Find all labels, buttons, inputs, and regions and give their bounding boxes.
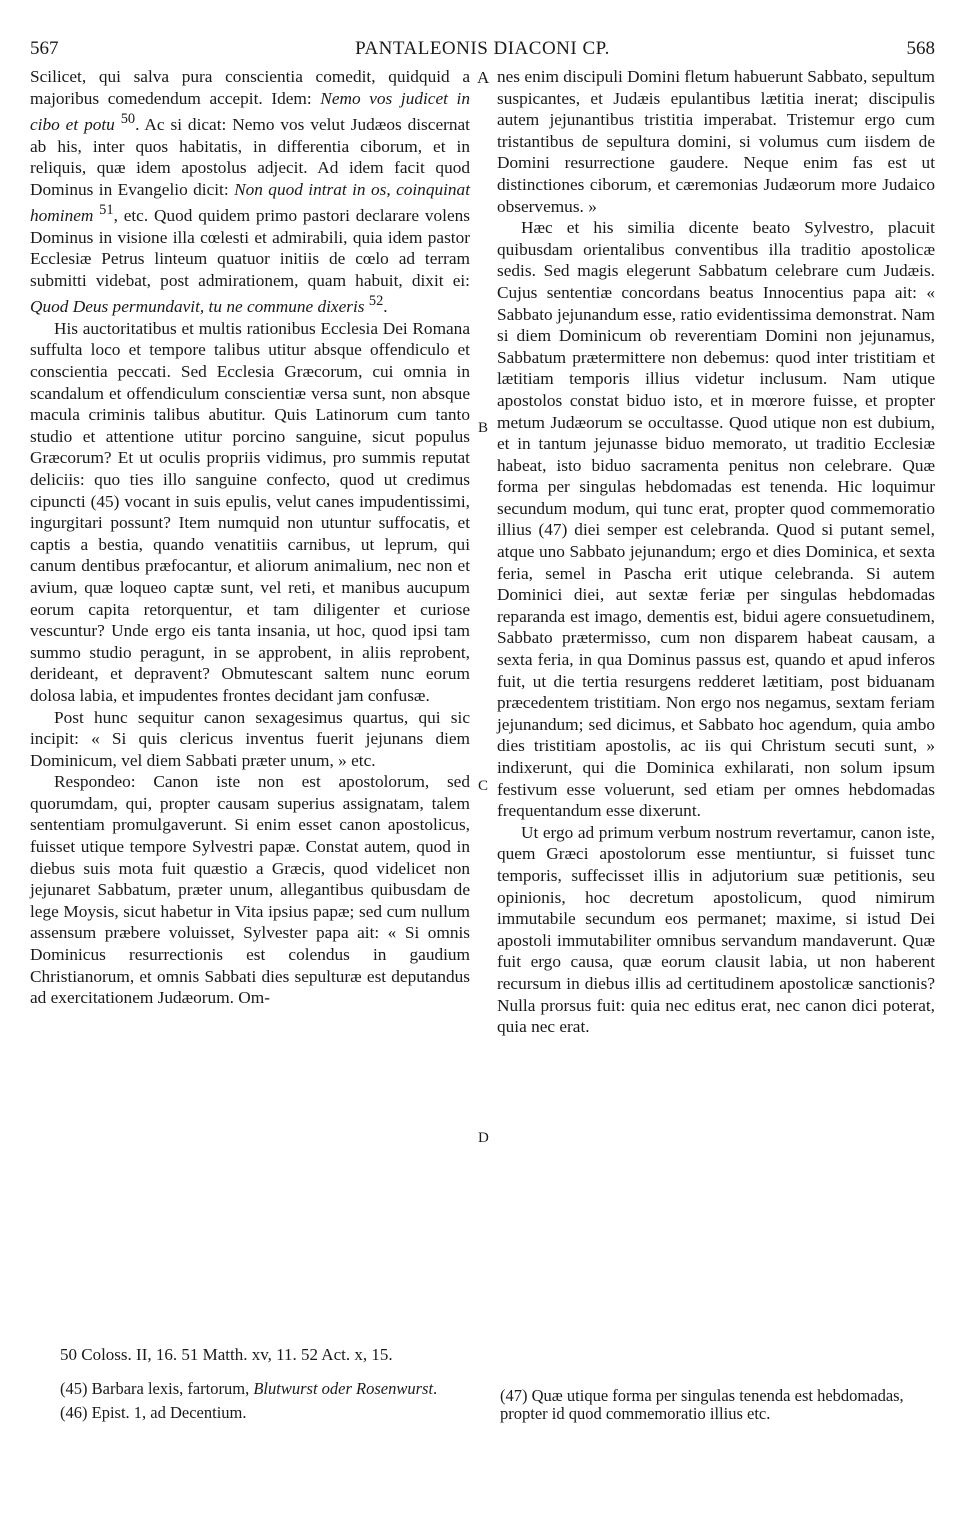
left-paragraph-2: His auctoritatibus et multis rationibus Ecclesia Dei Romana suffulta loco et tempore talibus utitur absque offendiculo et conscientia peccati. Sed Ecclesia Græcorum, cui omnia in scandalum et offendiculum conscientiæ versa sunt, non absque macula criminis talibus abutitur. Quis Latinorum cum tanto studio et attentione utitur porcino sanguine, sicut populus Græcorum? Et ut oculis propriis vidimus, pro summis reputat deliciis: quo ties illo sanguine confecto, quod ut credimus cipuncti (45) vocant in suis epulis, velut canes impudentissimi, ingurgitari possunt? Item numquid non utuntur suffocatis, et captis a bestia, quando venatitiis carnibus, ut leprum, qui canum dentibus præfocantur, et aliorum animalium, nec non et avium, quæ loqueo captæ sunt, vel reti, et manibus aucupum eorum capita retorquentur, et tam diligenter et curiose vescuntur? Unde ergo eis tanta insania, ut hoc, quod ipsi tam summo studio peragunt, in se approbent, in aliis reprobent, derideant, et depravent? Obmutescant saltem nunc eorum dolosa labia, et impudentes frontes decidant jam confusæ. [30, 318, 470, 705]
right-paragraph-1: nes enim discipuli Domini fletum habuerunt Sabbato, sepultum suspicantes, et Judæis epulantibus lætitia inerat; discipulis autem jejunantibus tristitia imperabat. Tristemur ergo cum tristantibus de sepultura domini, si volumus cum iisdem de Domini resurrectione gaudere. Neque enim fas est ut distinctiones ciborum, et cæremonias Judæorum more Judaico observemus. » [497, 67, 935, 216]
german-gloss: Blutwurst oder Rosenwurst [253, 1379, 434, 1398]
left-column [30, 66, 470, 1009]
footnote-ref: 52 [368, 293, 384, 310]
footnote-ref: 50 [120, 111, 136, 128]
text-run: (45) Barbara lexis, fartorum, [60, 1379, 250, 1398]
page-number-left: 567 [30, 38, 59, 59]
scripture-footnotes: 50 Coloss. II, 16. 51 Matth. xv, 11. 52 Act. x, 15. [60, 1345, 393, 1364]
scripture-quote: Nemo vos judicet in cibo et potu [30, 88, 470, 134]
margin-marker-c: C [478, 778, 489, 794]
running-title: PANTALEONIS DIACONI CP. [355, 38, 610, 59]
page-number-right: 568 [906, 38, 935, 59]
note-47: (47) Quæ utique forma per singulas tenenda est hebdomadas, propter id quod commemoratio illius etc. [500, 1386, 904, 1423]
editor-notes-left [60, 1380, 480, 1428]
footnote-ref: 51 [99, 202, 114, 219]
right-column [497, 66, 935, 1038]
scripture-quote: Non quod intrat in os, coinquinat hominem [30, 179, 470, 226]
note-46: (46) Epist. 1, ad Decentium. [60, 1403, 247, 1422]
page-header [30, 38, 935, 62]
right-paragraph-2: Hæc et his similia dicente beato Sylvestro, placuit quibusdam orientalibus conventibus illa traditio apostolicæ sedis. Sed magis elegerunt Sabbatum celebrare cum Judæis. Cujus sententiæ concordans beatus Innocentius papa ait: « Sabbato jejunandum esse, ratio evidentissima demonstrat. Nam si diem Dominicum ob reverentiam Domini non jejunamus, Sabbatum prætermittere non debemus: quod inter tristitiam et lætitiam temporis illius videtur inclusum. Nam utique apostolos constat biduo isto, et in mœrore fuisse, et propter metum Judæorum se occultasse. Quod utique non est dubium, et in tantum jejunasse biduo memorato, ut traditio Ecclesiæ habeat, isto biduo sacramenta penitus non celebrare. Quæ forma per singulas hebdomadas est tenenda. Hic loquimur secundum modum, qui tunc erat, propter quod commemoratio illius (47) diei semper est celebranda. Quod si putant semel, atque uno Sabbato jejunandum; ergo et dies Dominica, et sexta feria, semel in Pascha erit utique celebranda. Si autem Dominici diei, aut sextæ feriæ per singulas hebdomadas reparanda est imago, dementis est, bidui agere consuetudinem, Sabbato prætermisso, cum non disparem habeat causam, a sexta feria, in qua Dominus passus est, quando et apud inferos fuit, ut die tertia resurgens redderet lætitiam, post biduanam præcedentem tristitiam. Non ergo nos negamus, sextam feriam jejunandum; sed dicimus, et Sabbato hoc agendum, quia ambo dies tristitiam apostolis, ac iis qui Christum secuti sunt, » indixerunt, qui die Dominica exhilarati, non solum ipsum festivum esse voluerunt, sed etiam per omnes hebdomadas frequentandum esse dixerunt. [497, 218, 935, 821]
margin-marker-d: D [478, 1130, 489, 1146]
left-paragraph-1 [30, 66, 470, 318]
margin-marker-b: B [478, 420, 489, 436]
editor-notes-right [500, 1387, 938, 1423]
text-run: . [433, 1379, 438, 1398]
text-run: . [383, 297, 388, 317]
text-run: , etc. Quod quidem primo pastori declarare volens Dominus in visione illa cœlesti et admirabili, quia idem pastor Ecclesiæ Petrus linteum quatuor initiis de cœlo ad terram submitti videbat, post admirationem, quam habuit, dixit ei: [30, 206, 470, 290]
left-paragraph-3: Post hunc sequitur canon sexagesimus quartus, qui sic incipit: « Si quis clericus inventus fuerit jejunans diem Dominicum, vel diem Sabbati præter unum, » etc. [30, 707, 470, 770]
text-run: . Ac si dicat: Nemo vos velut Judæos discernat ab his, inter quos habitatis, in differentia ciborum, et in reliquis, quæ idem apostolus adjecit. Ad idem facit quod Dominus in Evangelio dicit: [30, 114, 470, 199]
note-45 [60, 1380, 480, 1398]
right-paragraph-3: Ut ergo ad primum verbum nostrum revertamur, canon iste, quem Græci apostolorum esse mentiuntur, si fuisset tunc temporis, suffecisset illis in adjutorium suæ petitionis, seu opinionis, hoc decretum apostolicum, quod nimirum immutabile secundum eos permanet; maxime, si istud Dei apostoli immutabiliter omnibus servandum mandaverunt. Quæ fuit ergo causa, quæ eorum clausit labia, ut non haberent recursum in diebus illis ad certitudinem apostolicæ sanctionis? Nulla prorsus fuit: quia nec editus erat, nec canon dici poterat, quia nec erat. [497, 822, 935, 1037]
left-paragraph-4: Respondeo: Canon iste non est apostolorum, sed quorumdam, qui, propter causam superius assignatam, talem sententiam promulgaverunt. Si enim esset canon apostolicus, fuisset utique tempore Sylvestri papæ. Constat autem, quod in diebus suis mota fuit quæstio a Græcis, quod videlicet non jejunaret Sabbatum, præter unum, allegantibus quibusdam de lege Moysis, sicut habetur in Vita ipsius papæ; sed cum nullum assensum præbere voluisset, Sylvester papa ait: « Si omnis Dominicus resurrectionis est colendus in gaudium Christianorum, et omnis Sabbati dies sepulturæ est deputandus ad exercitationem Judæorum. Om- [30, 772, 470, 1008]
margin-marker-a: A [477, 68, 490, 87]
text-run: Scilicet, qui salva pura conscientia comedit, quidquid a majoribus comedendum accepit. Idem: [30, 67, 470, 108]
scripture-quote: Quod Deus permundavit, tu ne commune dixeris [30, 297, 365, 317]
